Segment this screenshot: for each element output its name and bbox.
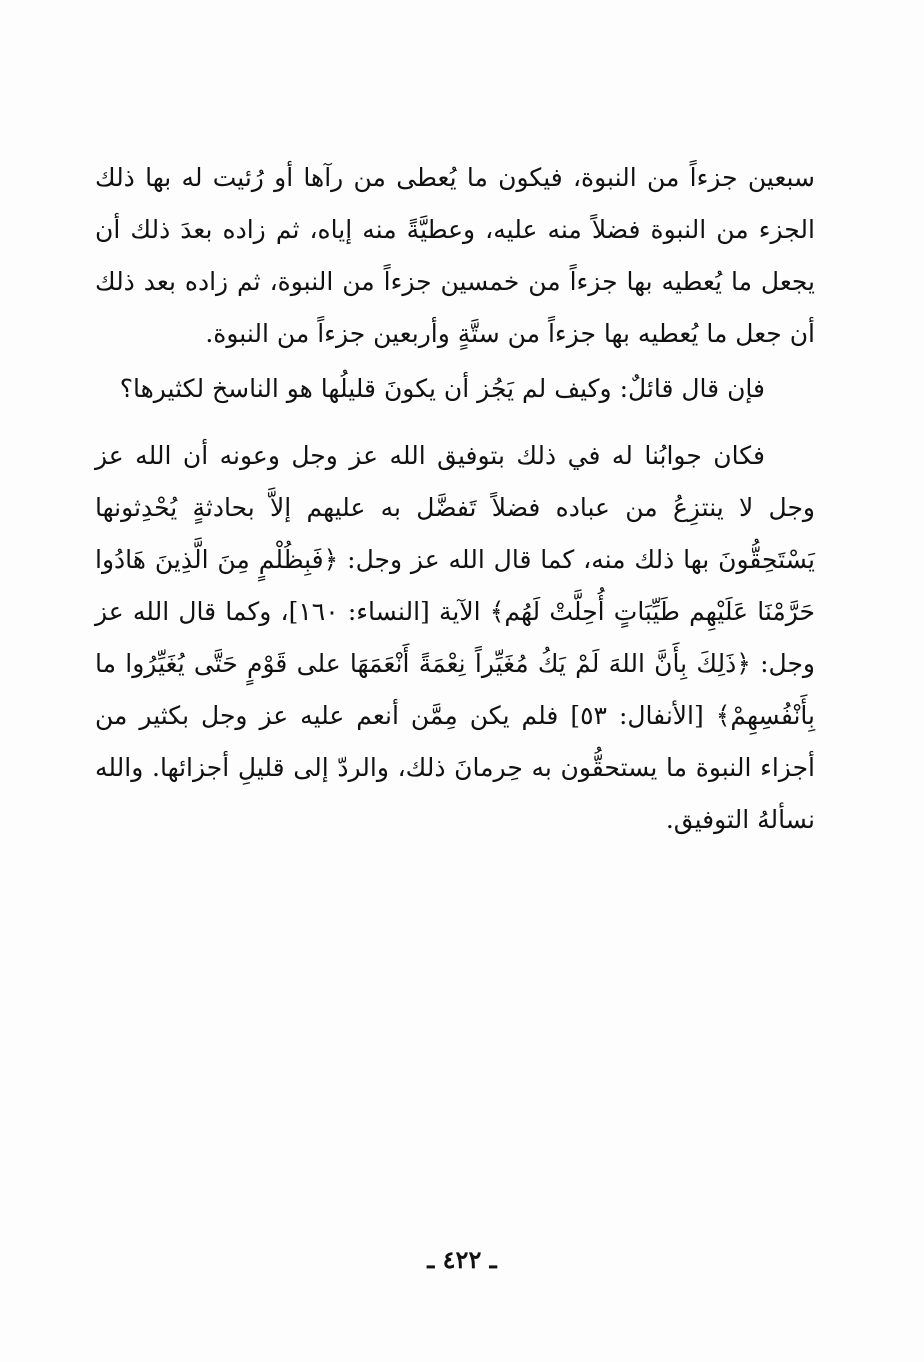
page-number: ـ ٤٢٢ ـ xyxy=(427,1245,497,1274)
paragraph-2 xyxy=(95,363,815,415)
paragraph-text: فإن قال قائلٌ: وكيف لم يَجُز أن يكونَ قليلُها هو الناسخ لكثيرها؟ xyxy=(119,374,765,403)
paragraph-1 xyxy=(95,152,815,360)
paragraph-3 xyxy=(95,430,815,846)
paragraph-text: فكان جوابُنا له في ذلك بتوفيق الله عز وجل وعونه أن الله عز وجل لا ينتزِعُ من عباده فضلاً تَفضَّل به عليهم إلاَّ بحادثةٍ يُحْدِثونها يَسْتَحِقُّونَ بها ذلك منه، كما قال الله عز وجل: ﴿فَبِظُلْمٍ مِنَ الَّذِينَ هَادُوا حَرَّمْنَا عَلَيْهِم طَيِّبَاتٍ أُحِلَّتْ لَهُم﴾ الآية [النساء: ١٦٠]، وكما قال الله عز وجل: ﴿ذَلِكَ بِأَنَّ اللهَ لَمْ يَكُ مُغَيِّراً نِعْمَةً أَنْعَمَهَا على قَوْمٍ حَتَّى يُغَيِّرُوا ما بِأَنْفُسِهِمْ﴾ [الأنفال: ٥٣] فلم يكن مِمَّن أنعم عليه عز وجل بكثير من أجزاء النبوة ما يستحقُّون به حِرمانَ ذلك، والردّ إلى قليلِ أجزائها. والله نسألهُ التوفيق. xyxy=(95,441,816,834)
paragraph-text: سبعين جزءاً من النبوة، فيكون ما يُعطى من رآها أو رُئيت له بها ذلك الجزء من النبوة فضلاً منه عليه، وعطيَّةً منه إياه، ثم زاده بعدَ ذلك أن يجعل ما يُعطيه بها جزءاً من خمسين جزءاً من النبوة، ثم زاده بعد ذلك أن جعل ما يُعطيه بها جزءاً من ستَّةٍ وأربعين جزءاً من النبوة. xyxy=(95,163,815,348)
